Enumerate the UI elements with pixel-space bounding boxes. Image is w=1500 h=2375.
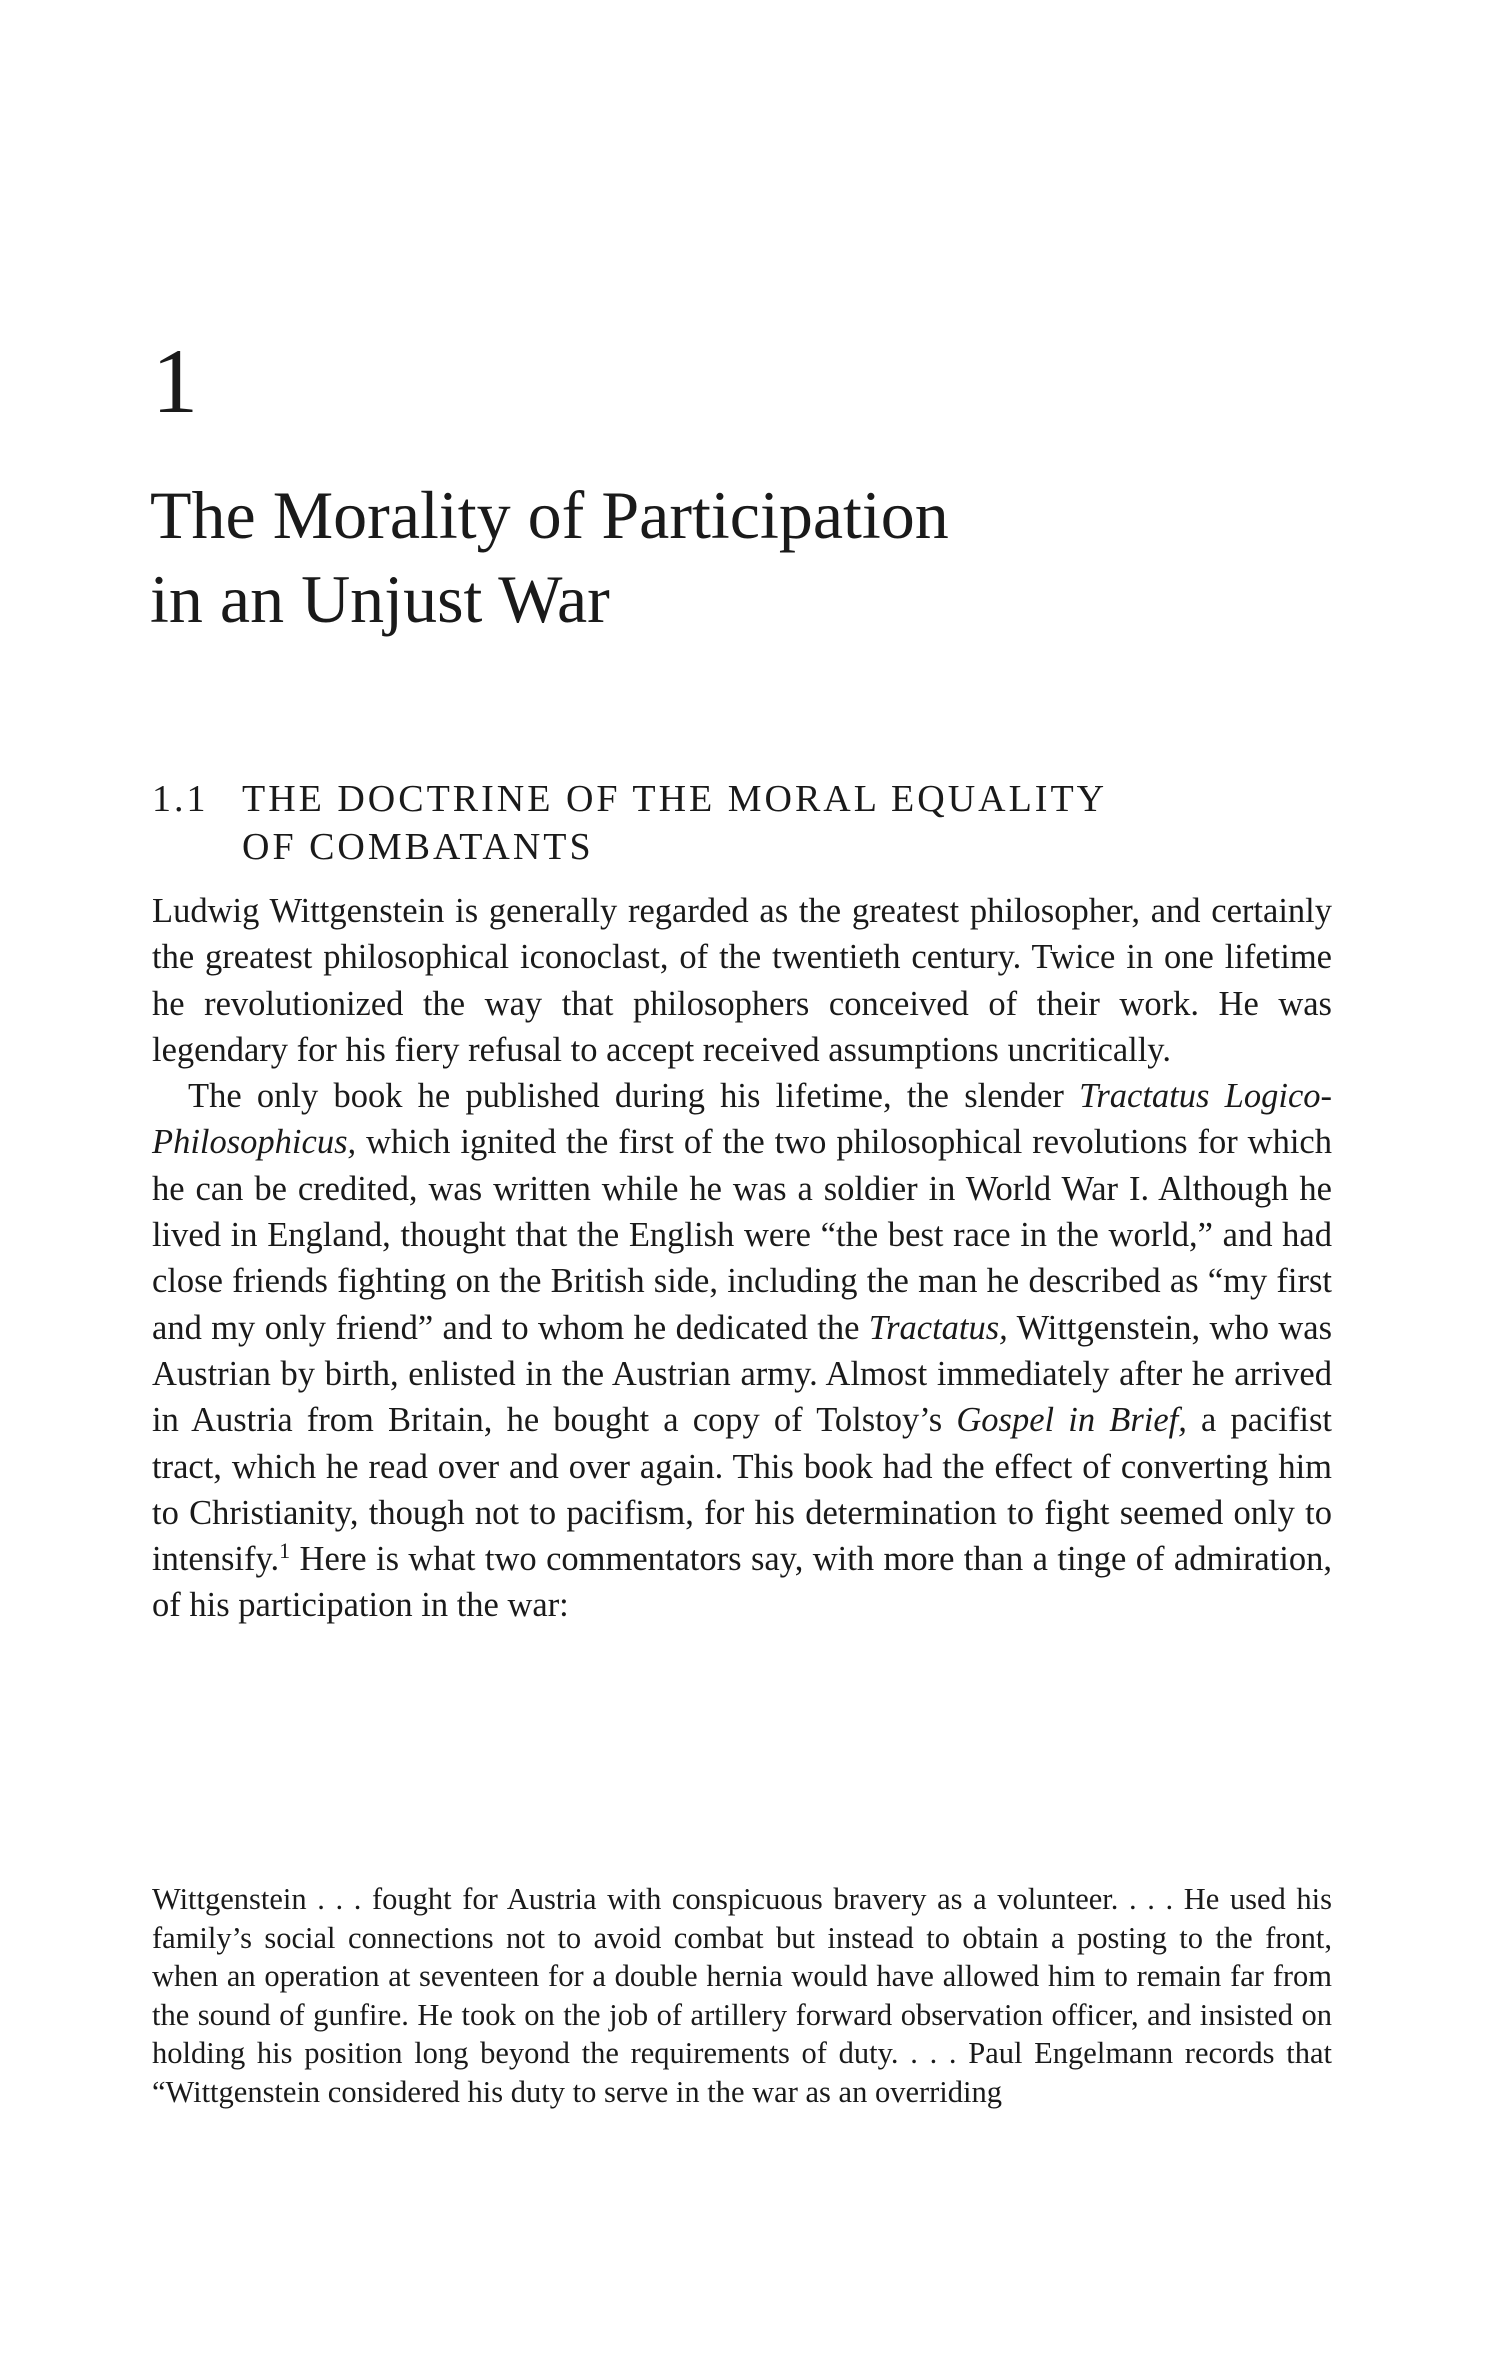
paragraph-2-text-3: Wittgenstein, who was Austrian by birth, enlisted in the Austrian army. Almost immediately after he arrived in Austria from Britain, he bought a copy of Tolstoy’s [152,1308,1333,1440]
chapter-title-line-2: in an Unjust War [150,561,610,637]
gospel-in-brief-italic: Gospel in Brief, [956,1401,1187,1440]
paragraph-2-text-4: a pacifist tract, which he read over and over again. This book had the effect of converting him to Christianity, though not to pacifism, for his determination to fight seemed only to intensify. [152,1401,1333,1579]
paragraph-1: Ludwig Wittgenstein is generally regarded as the greatest philosopher, and certainly the greatest philosophical iconoclast, of the twentieth century. Twice in one lifetime he revolutionized the way that philosophers conceived of their work. He was legendary for his fiery refusal to accept received assumptions uncritically. [152,892,1332,1069]
paragraph-2-text-5: Here is what two commentators say, with more than a tinge of admiration, of his participation in the war: [152,1540,1332,1625]
section-heading-line-2: OF COMBATANTS [242,826,594,868]
chapter-title [150,473,1150,641]
body-text [152,888,1332,1629]
chapter-number: 1 [152,330,198,432]
section-number: 1.1 [152,778,209,820]
section-heading [152,775,1352,871]
tractatus-short-italic: Tractatus, [868,1308,1008,1347]
paragraph-2-text-1: The only book he published during his lifetime, the slender [188,1077,1080,1116]
block-quote: Wittgenstein . . . fought for Austria with conspicuous bravery as a volunteer. . . . He used his family’s social connections not to avoid combat but instead to obtain a posting to the front, when an operation at seventeen for a double hernia would have allowed him to remain far from the sound of gunfire. He took on the job of artillery forward observation officer, and insisted on holding his position long beyond the requirements of duty. . . . Paul Engelmann records that “Wittgenstein considered his duty to serve in the war as an overriding [152,1882,1332,2109]
tractatus-title-italic: Tractatus Logico-Philosophicus, [152,1077,1332,1162]
footnote-marker: 1 [279,1538,291,1564]
section-heading-line-1: THE DOCTRINE OF THE MORAL EQUALITY [242,778,1108,820]
chapter-title-line-1: The Morality of Participation [150,477,949,553]
paragraph-2-text-2: which ignited the first of the two philosophical revolutions for which he can be credited, was written while he was a soldier in World War I. Although he lived in England, thought that the English were “the best race in the world,” and had close friends fighting on the British side, including the man he described as “my first and my only friend” and to whom he dedicated the [152,1123,1332,1347]
paragraph-2 [152,1073,1332,1629]
